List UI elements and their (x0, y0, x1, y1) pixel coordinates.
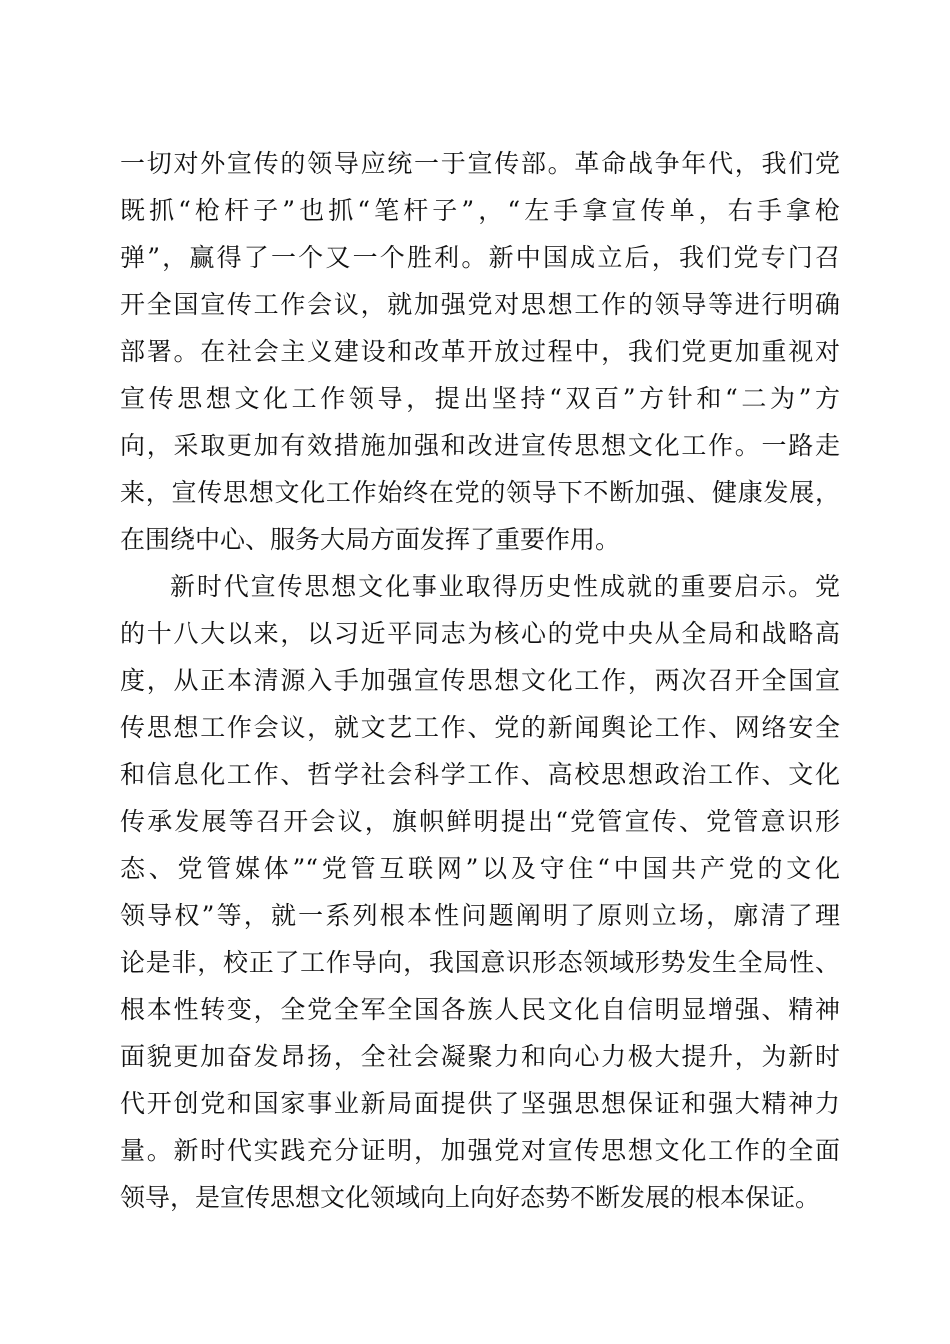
text-line: 度，从正本清源入手加强宣传思想文化工作，两次召开全国宣 (120, 666, 840, 695)
text-line: 来，宣传思想文化工作始终在党的领导下不断加强、健康发展， (120, 478, 840, 507)
text-line: 代开创党和国家事业新局面提供了坚强思想保证和强大精神力 (120, 1089, 840, 1118)
text-line: 领导权”等，就一系列根本性问题阐明了原则立场，廓清了理 (120, 901, 840, 930)
text-line: 量。新时代实践充分证明，加强党对宣传思想文化工作的全面 (120, 1136, 840, 1165)
text-line: 在围绕中心、服务大局方面发挥了重要作用。 (120, 525, 621, 554)
paragraph-2 (120, 563, 840, 1221)
text-line: 既抓“枪杆子”也抓“笔杆子”，“左手拿宣传单，右手拿枪 (120, 196, 840, 225)
text-line: 弹”，赢得了一个又一个胜利。新中国成立后，我们党专门召 (120, 243, 840, 272)
document-body (120, 140, 840, 1221)
text-line: 根本性转变，全党全军全国各族人民文化自信明显增强、精神 (120, 995, 840, 1024)
text-line: 传承发展等召开会议，旗帜鲜明提出“党管宣传、党管意识形 (120, 807, 840, 836)
text-line: 宣传思想文化工作领导，提出坚持“双百”方针和“二为”方 (120, 384, 840, 413)
text-line: 面貌更加奋发昂扬，全社会凝聚力和向心力极大提升，为新时 (120, 1042, 840, 1071)
text-line: 向，采取更加有效措施加强和改进宣传思想文化工作。一路走 (120, 431, 840, 460)
text-line: 部署。在社会主义建设和改革开放过程中，我们党更加重视对 (120, 337, 840, 366)
paragraph-1 (120, 140, 840, 563)
text-line: 态、党管媒体”“党管互联网”以及守住“中国共产党的文化 (120, 854, 840, 883)
text-line: 论是非，校正了工作导向，我国意识形态领域形势发生全局性、 (120, 948, 840, 977)
text-line: 和信息化工作、哲学社会科学工作、高校思想政治工作、文化 (120, 760, 840, 789)
text-line: 开全国宣传工作会议，就加强党对思想工作的领导等进行明确 (120, 290, 840, 319)
text-line: 领导，是宣传思想文化领域向上向好态势不断发展的根本保证。 (120, 1183, 821, 1212)
text-line: 一切对外宣传的领导应统一于宣传部。革命战争年代，我们党 (120, 149, 840, 178)
text-line: 传思想工作会议，就文艺工作、党的新闻舆论工作、网络安全 (120, 713, 840, 742)
text-line: 新时代宣传思想文化事业取得历史性成就的重要启示。党 (170, 572, 840, 601)
text-line: 的十八大以来，以习近平同志为核心的党中央从全局和战略高 (120, 619, 840, 648)
